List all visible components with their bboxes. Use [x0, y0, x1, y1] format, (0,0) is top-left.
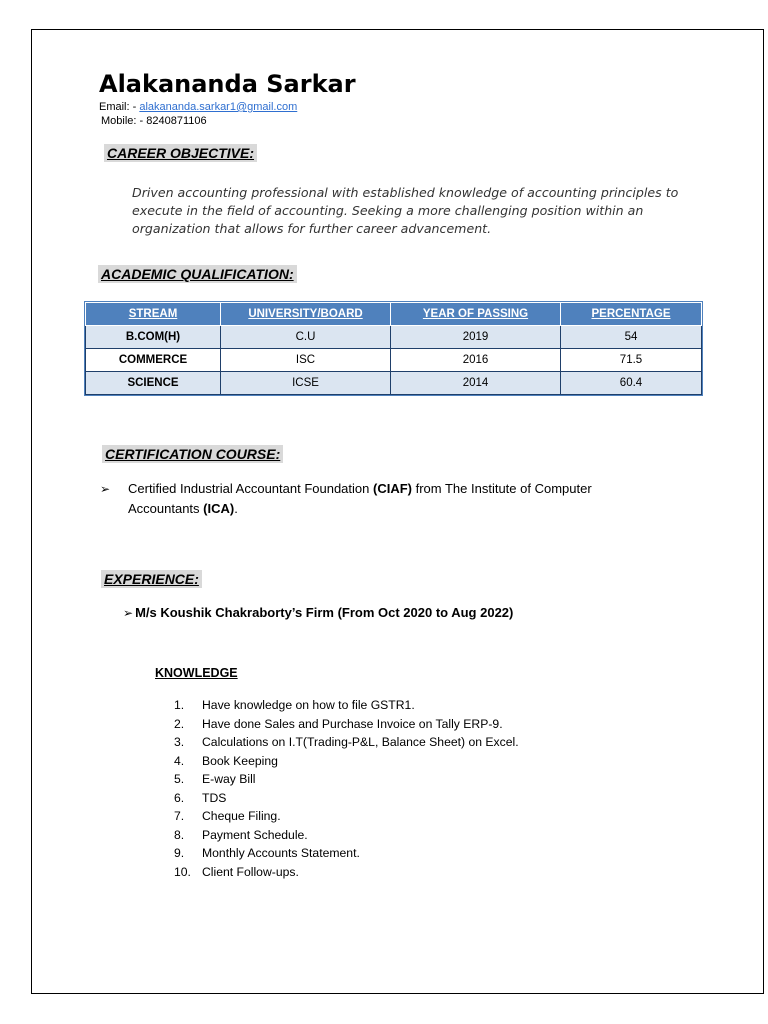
item-text: Payment Schedule. [202, 827, 308, 842]
item-number: 2. [174, 716, 185, 731]
table-row [86, 372, 702, 395]
email-label: Email: - [99, 101, 140, 113]
list-item [174, 844, 519, 863]
list-item [174, 715, 519, 734]
cert-text-d: (ICA) [203, 501, 235, 516]
column-header-percentage: PERCENTAGE [561, 303, 702, 326]
cell-percentage: 54 [561, 326, 702, 349]
knowledge-heading: KNOWLEDGE [155, 666, 238, 680]
cell-board: ISC [221, 349, 391, 372]
item-text: Cheque Filing. [202, 809, 281, 823]
list-item [174, 733, 519, 752]
experience-heading: EXPERIENCE: [101, 570, 202, 588]
item-number: 7. [174, 809, 185, 823]
cell-percentage: 71.5 [561, 349, 702, 372]
cell-percentage: 60.4 [561, 372, 702, 395]
item-number: 6. [174, 790, 185, 805]
item-number: 1. [174, 698, 185, 712]
item-text: E-way Bill [202, 772, 256, 786]
career-objective-text: Driven accounting professional with established knowledge of accounting principles to execute in the field of accounting. Seeking a more challenging position within an organization that allows for further career advancement. [132, 185, 679, 236]
cell-stream: B.COM(H) [86, 326, 221, 349]
email-line [99, 100, 297, 114]
knowledge-list [174, 696, 519, 881]
item-number: 10. [174, 864, 191, 879]
list-item [100, 479, 660, 519]
arrow-bullet-icon: ➢ [123, 606, 134, 620]
cell-stream: SCIENCE [86, 372, 221, 395]
cell-stream: COMMERCE [86, 349, 221, 372]
item-text: TDS [202, 790, 227, 805]
cert-text-b: (CIAF) [372, 481, 412, 496]
item-text: Have done Sales and Purchase Invoice on Tally ERP-9. [202, 716, 503, 731]
column-header-stream: STREAM [86, 303, 221, 326]
certification-heading: CERTIFICATION COURSE: [102, 445, 283, 463]
list-item [174, 807, 519, 826]
firm-name: M/s Koushik Chakraborty’s Firm (From Oct 2020 to Aug 2022) [135, 605, 514, 620]
list-item [174, 696, 519, 715]
cert-text-a: Certified Industrial Accountant Foundation [128, 481, 373, 496]
academic-qualification-heading: ACADEMIC QUALIFICATION: [98, 265, 297, 283]
list-item [174, 826, 519, 845]
item-number: 5. [174, 772, 185, 786]
arrow-bullet-icon: ➢ [100, 482, 111, 496]
mobile-label: Mobile: - [101, 115, 147, 127]
certification-list [100, 479, 660, 519]
experience-item [123, 603, 513, 623]
item-text: Client Follow-ups. [202, 864, 299, 879]
list-item [174, 863, 519, 882]
cell-year: 2014 [391, 372, 561, 395]
cert-text-e: . [234, 501, 238, 516]
item-number: 9. [174, 846, 185, 860]
item-text: Calculations on I.T(Trading-P&L, Balance Sheet) on Excel. [202, 735, 519, 749]
list-item [174, 770, 519, 789]
cell-board: ICSE [221, 372, 391, 395]
cell-year: 2019 [391, 326, 561, 349]
table-row [86, 349, 702, 372]
career-objective-heading: CAREER OBJECTIVE: [104, 144, 257, 162]
cell-year: 2016 [391, 349, 561, 372]
list-item [174, 789, 519, 808]
list-item [174, 752, 519, 771]
item-number: 4. [174, 753, 185, 768]
item-number: 3. [174, 735, 185, 749]
column-header-university: UNIVERSITY/BOARD [221, 303, 391, 326]
column-header-year: YEAR OF PASSING [391, 303, 561, 326]
email-link[interactable]: alakananda.sarkar1@gmail.com [139, 101, 298, 113]
item-text: Monthly Accounts Statement. [202, 846, 360, 860]
mobile-number: 8240871106 [146, 115, 207, 127]
cert-text-c: from The Institute of Computer Accountants [128, 481, 592, 516]
item-text: Book Keeping [202, 753, 278, 768]
table-header-row [86, 303, 702, 326]
qualification-table [85, 302, 702, 395]
cell-board: C.U [221, 326, 391, 349]
table-row [86, 326, 702, 349]
item-number: 8. [174, 827, 185, 842]
item-text: Have knowledge on how to file GSTR1. [202, 698, 415, 712]
mobile-line [101, 114, 207, 128]
candidate-name: Alakananda Sarkar [99, 70, 356, 98]
